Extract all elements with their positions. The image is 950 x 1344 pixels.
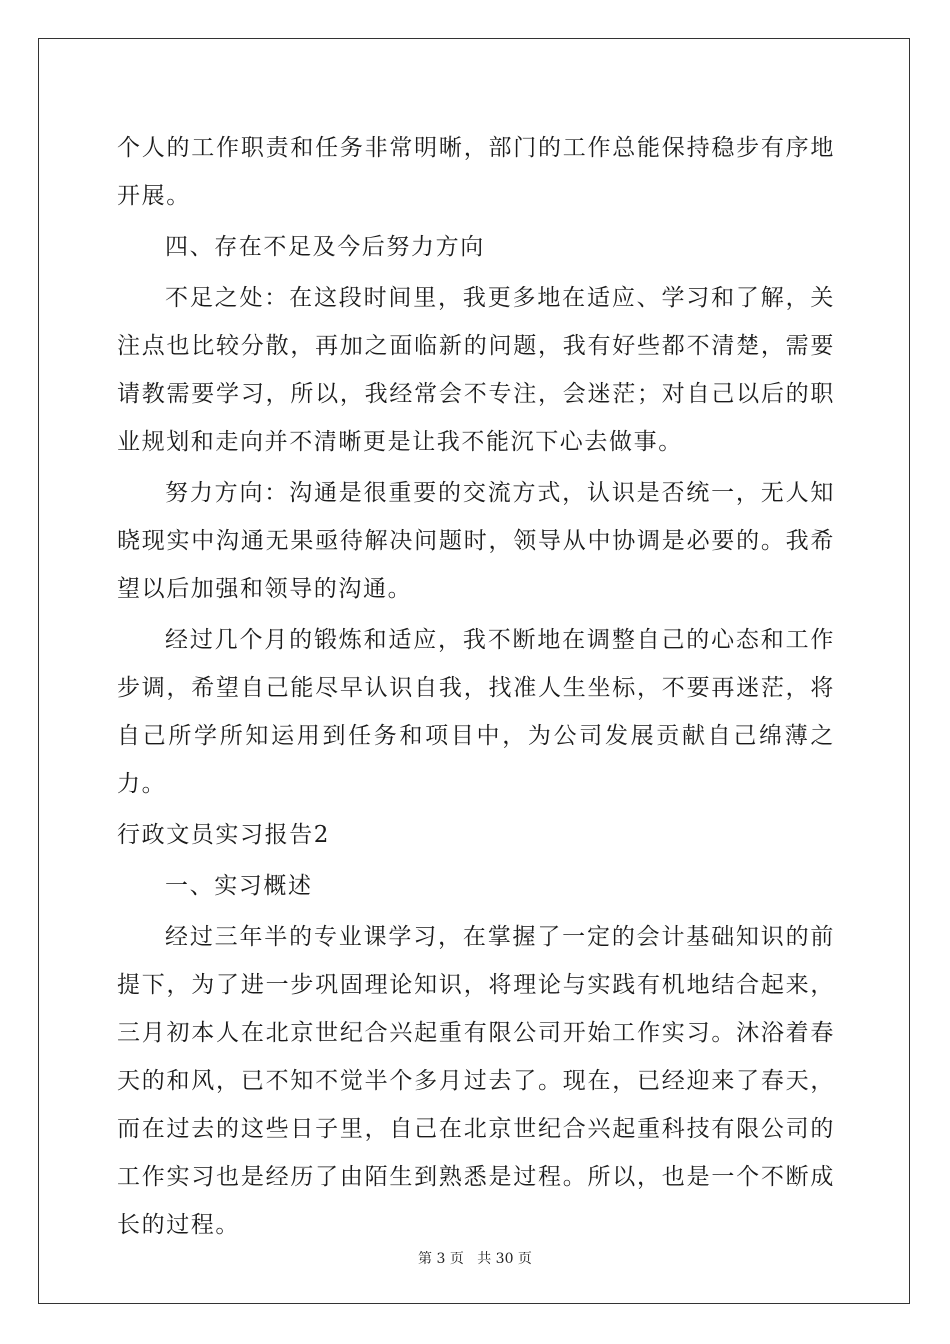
paragraph: 不足之处：在这段时间里，我更多地在适应、学习和了解，关注点也比较分散，再加之面临新的问题，我有好些都不清楚，需要请教需要学习，所以，我经常会不专注，会迷茫；对自己以后的职业规划和走向并不清晰更是让我不能沉下心去做事。 <box>117 285 835 455</box>
section-heading: 四、存在不足及今后努力方向 <box>165 234 485 260</box>
paragraph: 经过三年半的专业课学习，在掌握了一定的会计基础知识的前提下，为了进一步巩固理论知识，将理论与实践有机地结合起来，三月初本人在北京世纪合兴起重有限公司开始工作实习。沐浴着春天的和风，已不知不觉半个多月过去了。现在，已经迎来了春天，而在过去的这些日子里，自己在北京世纪合兴起重科技有限公司的工作实习也是经历了由陌生到熟悉是过程。所以，也是一个不断成长的过程。 <box>117 924 835 1238</box>
paragraph: 经过几个月的锻炼和适应，我不断地在调整自己的心态和工作步调，希望自己能尽早认识自我，找准人生坐标，不要再迷茫，将自己所学所知运用到任务和项目中，为公司发展贡献自己绵薄之力。 <box>117 627 835 797</box>
paragraph: 努力方向：沟通是很重要的交流方式，认识是否统一，无人知晓现实中沟通无果亟待解决问题时，领导从中协调是必要的。我希望以后加强和领导的沟通。 <box>117 480 835 602</box>
section-heading: 一、实习概述 <box>165 873 313 899</box>
page-footer <box>0 1248 950 1268</box>
page-total: 共 30 页 <box>477 1251 532 1267</box>
paragraph: 个人的工作职责和任务非常明晰，部门的工作总能保持稳步有序地开展。 <box>117 135 835 209</box>
document-body <box>117 124 835 1249</box>
report-title: 行政文员实习报告2 <box>117 822 331 848</box>
page-number: 第 3 页 <box>418 1251 464 1267</box>
